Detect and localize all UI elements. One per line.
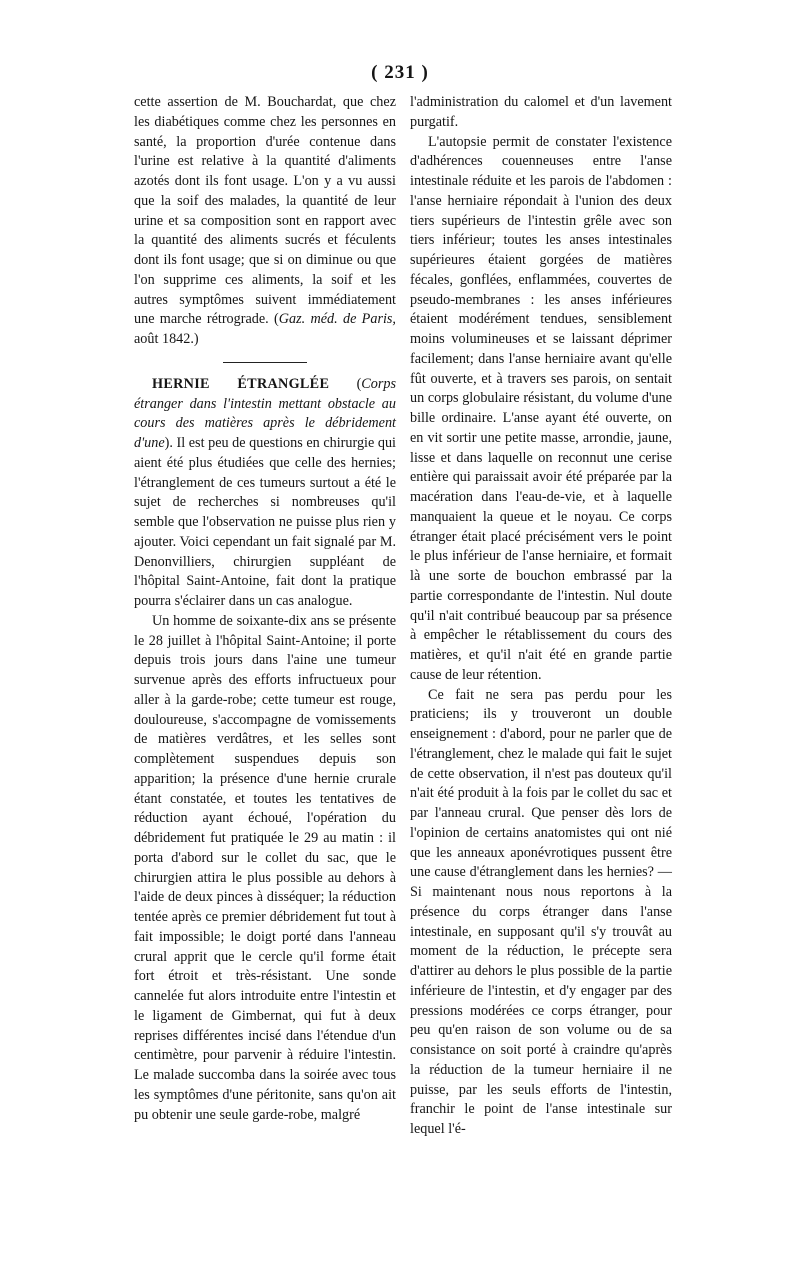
article-subtitle: Corps étranger dans l'intestin mettant obstacle au cours des matières après le débridement d'une: [134, 375, 396, 451]
left-column: [134, 93, 396, 1125]
paragraph-text: cette assertion de M. Bouchardat, que chez les diabétiques comme chez les personnes en santé, la proportion d'urée contenue dans l'urine est relative à la quantité d'aliments azotés dont ils font usage. L'on y a vu aussi que la soif des malades, la quantité de leur urine et sa composition sont en rapport avec la quantité des aliments sucrés et féculents dont ils font usage; que si on diminue ou que l'on supprime ces aliments, la soif et les autres symptômes suivent immédiatement une marche rétrograde.: [134, 94, 396, 328]
paragraph-lesson: Ce fait ne sera pas perdu pour les praticiens; ils y trouveront un double enseignement : d'abord, pour ne parler que de l'étranglement, chez le malade qui fait le sujet de cette observation, il n'est pas douteux qu'il n'ait été produit à la fois par le collet du sac et par l'anneau crural. Que penser dès lors de l'opinion de certains anatomistes qui ont nié que les anneaux aponévrotiques pussent être une cause d'étranglement dans les hernies? — Si maintenant nous nous reportons à la présence du corps étranger dans l'anse intestinale, en supposant qu'il s'y trouvât au moment de la réduction, le précepte sera d'attirer au dehors le plus possible de la partie inférieure de l'intestin, et d'y engager par des pressions modérées ce corps étranger, pour peu qu'en raison de son volume ou de sa consistance on soit porté à craindre qu'après la réduction de la tumeur herniaire il ne puisse, par les seuls efforts de l'intestin, franchir le point de l'anse intestinale sur lequel l'é-: [410, 686, 672, 1137]
section-divider: [223, 362, 307, 363]
paragraph-text: Il est peu de questions en chirurgie qui aient été plus étudiées que celle des hernies; l'étranglement de ces tumeurs surtout a été le sujet de recherches si nombreuses qu'il semble que l'observation ne puisse plus rien y ajouter. Voici cependant un fait signalé par M. Denonvilliers, chirurgien suppléant de l'hôpital Saint-Antoine, fait dont la pratique pourra s'éclairer dans un cas analogue.: [134, 435, 396, 609]
paragraph-hernie-intro: HERNIE ÉTRANGLÉE (Corps étranger dans l'intestin mettant obstacle au cours des matières après le débridement d'une). Il est peu de questions en chirurgie qui aient été plus étudiées que celle des hernies; l'étranglement de ces tumeurs surtout a été le sujet de recherches si nombreuses qu'il semble que l'observation ne puisse plus rien y ajouter. Voici cependant un fait signalé par M. Denonvilliers, chirurgien suppléant de l'hôpital Saint-Antoine, fait dont la pratique pourra s'éclairer dans un cas analogue.: [134, 375, 396, 609]
paragraph-continuation: l'administration du calomel et d'un lavement purgatif.: [410, 94, 672, 130]
right-column: [410, 93, 672, 1140]
article-title: HERNIE ÉTRANGLÉE: [152, 375, 330, 392]
paragraph-diabetes-conclusion: cette assertion de M. Bouchardat, que chez les diabétiques comme chez les personnes en santé, la proportion d'urée contenue dans l'urine est relative à la quantité d'aliments azotés dont ils font usage. L'on y a vu aussi que la soif des malades, la quantité de leur urine et sa composition sont en rapport avec la quantité des aliments sucrés et féculents dont ils font usage; que si on diminue ou que l'on supprime ces aliments, la soif et les autres symptômes suivent immédiatement une marche rétrograde. (Gaz. méd. de Paris, août 1842.): [134, 94, 396, 347]
paragraph-case-report: Un homme de soixante-dix ans se présente le 28 juillet à l'hôpital Saint-Antoine; il porte depuis trois jours dans l'aine une tumeur survenue après des efforts infructueux pour aller à la garde-robe; cette tumeur est rouge, douloureuse, s'accompagne de vomissements de matières verdâtres, et les selles sont complètement suspendues depuis son apparition; la présence d'une hernie crurale étant constatée, et toutes les tentatives de réduction ayant échoué, l'opération du débridement fut pratiquée le 29 au matin : il porta d'abord sur le collet du sac, que le chirurgien attira le plus possible au dehors à l'aide de deux pinces à disséquer; la réduction tentée après ce premier débridement fut tout à fait impossible; le doigt porté dans l'anneau crural apprit que le cercle qu'il forme était fort étroit et très-résistant. Une sonde cannelée fut alors introduite entre l'intestin et le ligament de Gimbernat, qui fut à deux reprises différentes incisé dans l'étendue d'un centimètre, pour parvenir à réduire l'intestin. Le malade succomba dans la soirée avec tous les symptômes d'une péritonite, sans qu'on ait pu obtenir une seule garde-robe, malgré: [134, 612, 396, 1123]
page-number: ( 231 ): [371, 62, 429, 83]
paragraph-autopsy: L'autopsie permit de constater l'existence d'adhérences couenneuses entre l'anse intestinale réduite et les parois de l'abdomen : l'anse herniaire répondait à l'union des deux tiers supérieurs de l'intestin grêle avec son tiers inférieur; toutes les anses intestinales supérieures étaient gorgées de matières fécales, gonflées, enflammées, couvertes de pseudo-membranes : les anses inférieures étaient modérément tendues, sensiblement moins volumineuses et se laissant déprimer facilement; dans l'anse herniaire avant qu'elle fût ouverte, et à travers ses parois, on sentait un corps globulaire résistant, du volume d'une bille ordinaire. L'anse ayant été ouverte, on en vit sortir une petite masse, arrondie, jaune, lisse et dans laquelle on reconnut une cerise entière qui paraissait avoir été préparée par la macération dans l'eau-de-vie, et à laquelle manquaient la queue et le noyau. Ce corps étranger était placé précisément vers le point le plus inférieur de l'anse herniaire, et formait là une sorte de bouchon embrassé par la partie correspondante de l'intestin. Nul doute qu'il n'ait contribué beaucoup par sa présence à empêcher le rétablissement du cours des matières, et qu'il n'ait été en grande partie cause de leur rétention.: [410, 133, 672, 683]
source-citation: Gaz. méd. de Paris,: [278, 311, 396, 328]
